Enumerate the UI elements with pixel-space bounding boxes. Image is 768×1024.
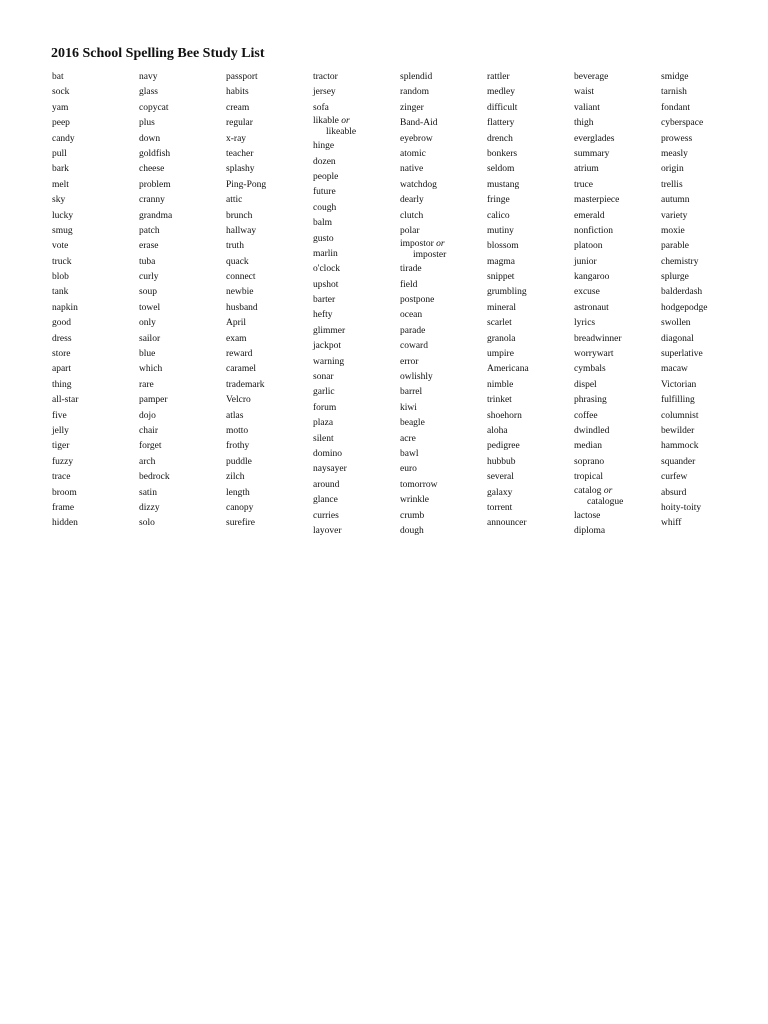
spelling-word: pull	[52, 148, 67, 159]
spelling-word: which	[139, 364, 163, 375]
spelling-word: arch	[139, 456, 156, 467]
spelling-word: crumb	[400, 510, 425, 521]
spelling-word: bewilder	[661, 425, 695, 436]
spelling-word: truth	[226, 241, 244, 252]
spelling-word: exam	[226, 333, 247, 344]
spelling-word: Victorian	[661, 379, 697, 390]
spelling-word: zilch	[226, 472, 245, 483]
word-column-8	[661, 70, 707, 532]
spelling-word: truck	[52, 256, 72, 267]
spelling-word: columnist	[661, 410, 699, 421]
spelling-word: garlic	[313, 387, 335, 398]
word-column-6	[487, 70, 529, 532]
spelling-word: whiff	[661, 518, 682, 529]
spelling-word: blob	[52, 272, 69, 283]
spelling-word: beverage	[574, 72, 609, 82]
spelling-word: plus	[139, 118, 155, 129]
spelling-word: dispel	[574, 379, 597, 390]
spelling-word: acre	[400, 433, 416, 444]
spelling-word: rare	[139, 379, 154, 390]
spelling-word: frothy	[226, 441, 250, 452]
spelling-word-variant-a: impostor	[400, 239, 434, 250]
spelling-word: zinger	[400, 102, 424, 113]
spelling-word: bat	[52, 72, 64, 82]
spelling-word: granola	[487, 333, 516, 344]
spelling-word: platoon	[574, 241, 603, 252]
spelling-word: domino	[313, 448, 343, 459]
spelling-word: prowess	[661, 133, 693, 144]
spelling-word: kangaroo	[574, 272, 610, 283]
spelling-word: teacher	[226, 148, 254, 159]
spelling-word: bawl	[400, 448, 419, 459]
spelling-word: owlishly	[400, 372, 433, 383]
spelling-word: splurge	[661, 272, 689, 283]
spelling-word: attic	[226, 195, 243, 206]
spelling-word: canopy	[226, 502, 254, 513]
spelling-word: naysayer	[313, 464, 347, 475]
spelling-word: masterpiece	[574, 195, 620, 206]
spelling-word: truce	[574, 179, 593, 190]
spelling-word: yam	[52, 102, 69, 113]
word-column-5	[400, 70, 446, 539]
spelling-word: tarnish	[661, 87, 687, 98]
spelling-word: blossom	[487, 241, 519, 252]
spelling-word: surefire	[226, 518, 256, 529]
spelling-word: fuzzy	[52, 456, 74, 467]
spelling-word: cream	[226, 102, 250, 113]
spelling-word: mineral	[487, 302, 517, 313]
spelling-word: dress	[52, 333, 72, 344]
spelling-word: plaza	[313, 418, 334, 429]
spelling-word: Velcro	[226, 395, 251, 406]
spelling-word: good	[52, 318, 71, 329]
spelling-word: pedigree	[487, 441, 520, 452]
spelling-word: lyrics	[574, 318, 596, 329]
spelling-word: breadwinner	[574, 333, 622, 344]
spelling-word: pamper	[139, 395, 168, 406]
spelling-word: lucky	[52, 210, 74, 221]
spelling-word: eyebrow	[400, 133, 433, 144]
spelling-word: smug	[52, 225, 73, 236]
spelling-word: navy	[139, 72, 158, 82]
spelling-word: broom	[52, 487, 77, 498]
spelling-word: cough	[313, 202, 337, 213]
spelling-word: measly	[661, 148, 688, 159]
word-column-2	[139, 70, 172, 532]
spelling-word: cymbals	[574, 364, 606, 375]
spelling-word: barter	[313, 295, 336, 306]
spelling-word: scarlet	[487, 318, 512, 329]
spelling-word: valiant	[574, 102, 600, 113]
spelling-word: hubbub	[487, 456, 516, 467]
spelling-word: diagonal	[661, 333, 694, 344]
spelling-word: macaw	[661, 364, 688, 375]
spelling-word: shoehorn	[487, 410, 522, 421]
spelling-word: April	[226, 318, 247, 329]
spelling-word: field	[400, 279, 418, 290]
spelling-word: dojo	[139, 410, 156, 421]
spelling-word: soup	[139, 287, 157, 298]
spelling-word: barrel	[400, 387, 423, 398]
spelling-word: frame	[52, 502, 75, 513]
spelling-word: chair	[139, 425, 158, 436]
spelling-word: five	[52, 410, 67, 421]
spelling-word: splendid	[400, 72, 433, 82]
spelling-word: solo	[139, 518, 155, 529]
spelling-word: hammock	[661, 441, 699, 452]
spelling-word: atomic	[400, 148, 426, 159]
spelling-word: nonfiction	[574, 225, 614, 236]
spelling-word: Ping-Pong	[226, 179, 267, 190]
spelling-word: aloha	[487, 425, 508, 436]
spelling-word: thing	[52, 379, 72, 390]
spelling-word: mutiny	[487, 225, 514, 236]
spelling-word: splashy	[226, 164, 255, 175]
spelling-word: silent	[313, 433, 334, 444]
spelling-word: dearly	[400, 195, 424, 206]
spelling-word: squander	[661, 456, 696, 467]
or-connector: or	[341, 116, 350, 127]
spelling-word: grumbling	[487, 287, 527, 298]
spelling-word: autumn	[661, 195, 690, 206]
spelling-word: bonkers	[487, 148, 518, 159]
spelling-word: tank	[52, 287, 69, 298]
spelling-word: husband	[226, 302, 258, 313]
word-column-4	[313, 70, 356, 539]
spelling-word: hefty	[313, 310, 333, 321]
word-column-7	[574, 70, 623, 539]
spelling-word: worrywart	[574, 349, 614, 360]
spelling-word: store	[52, 349, 71, 360]
spelling-word: thigh	[574, 118, 594, 129]
or-connector: or	[436, 239, 445, 250]
spelling-word: tirade	[400, 264, 422, 275]
spelling-word: trellis	[661, 179, 683, 190]
spelling-word: dough	[400, 525, 424, 536]
spelling-word: coffee	[574, 410, 598, 421]
spelling-word: sock	[52, 87, 70, 98]
spelling-word: rattler	[487, 72, 510, 82]
spelling-word: regular	[226, 118, 253, 129]
spelling-word: around	[313, 479, 340, 490]
spelling-word: trinket	[487, 395, 512, 406]
spelling-word: umpire	[487, 349, 514, 360]
spelling-word: smidge	[661, 72, 689, 82]
spelling-word: grandma	[139, 210, 173, 221]
spelling-word: wrinkle	[400, 495, 430, 506]
spelling-word: caramel	[226, 364, 257, 375]
spelling-word: only	[139, 318, 156, 329]
spelling-word: calico	[487, 210, 510, 221]
spelling-word: peep	[52, 118, 70, 129]
spelling-word: emerald	[574, 210, 605, 221]
spelling-word: forget	[139, 441, 162, 452]
spelling-word: kiwi	[400, 402, 417, 413]
spelling-word: glass	[139, 87, 158, 98]
spelling-word: watchdog	[400, 179, 437, 190]
spelling-word-variant-b: likeable	[326, 127, 357, 138]
spelling-word: difficult	[487, 102, 518, 113]
spelling-word: torrent	[487, 502, 513, 513]
spelling-word: marlin	[313, 248, 338, 259]
spelling-word: soprano	[574, 456, 605, 467]
spelling-word: cheese	[139, 164, 165, 175]
spelling-word: flattery	[487, 118, 515, 129]
spelling-word: native	[400, 164, 424, 175]
spelling-word: tuba	[139, 256, 156, 267]
spelling-word: sofa	[313, 102, 329, 113]
spelling-word: dozen	[313, 156, 336, 167]
spelling-word: hodgepodge	[661, 302, 708, 313]
spelling-word: brunch	[226, 210, 253, 221]
spelling-word: melt	[52, 179, 69, 190]
spelling-word: passport	[226, 72, 258, 82]
spelling-word: patch	[139, 225, 160, 236]
spelling-word: waist	[574, 87, 595, 98]
spelling-word: hinge	[313, 141, 335, 152]
spelling-word: towel	[139, 302, 161, 313]
spelling-word: phrasing	[574, 395, 607, 406]
spelling-word: nimble	[487, 379, 514, 390]
spelling-word: bark	[52, 164, 69, 175]
spelling-word: tropical	[574, 472, 604, 483]
spelling-word: jersey	[313, 87, 336, 98]
spelling-word: hidden	[52, 518, 78, 529]
spelling-word: clutch	[400, 210, 424, 221]
spelling-word: puddle	[226, 456, 252, 467]
spelling-word: galaxy	[487, 487, 513, 498]
or-connector: or	[603, 485, 613, 496]
spelling-word: glance	[313, 495, 338, 506]
spelling-word-variant-a: likable	[313, 116, 339, 127]
spelling-word: polar	[400, 225, 420, 236]
spelling-word: dwindled	[574, 425, 610, 436]
spelling-word: quack	[226, 256, 249, 267]
spelling-word: postpone	[400, 295, 435, 306]
spelling-word: fringe	[487, 195, 510, 206]
spelling-word: x-ray	[226, 133, 247, 144]
spelling-word: problem	[139, 179, 171, 190]
spelling-word: length	[226, 487, 250, 498]
spelling-word: ocean	[400, 310, 423, 321]
spelling-word: copycat	[139, 102, 169, 113]
page-title: 2016 School Spelling Bee Study List	[51, 46, 265, 61]
spelling-word: erase	[139, 241, 159, 252]
spelling-word: superlative	[661, 349, 703, 360]
spelling-word: lactose	[574, 510, 601, 521]
spelling-word: candy	[52, 133, 75, 144]
spelling-word: vote	[52, 241, 69, 252]
spelling-word: absurd	[661, 487, 687, 498]
spelling-word: variety	[661, 210, 688, 221]
spelling-word: trademark	[226, 379, 265, 390]
spelling-word: beagle	[400, 418, 425, 429]
spelling-word: moxie	[661, 225, 685, 236]
spelling-word: fulfilling	[661, 395, 695, 406]
spelling-word: Americana	[487, 364, 529, 375]
spelling-word: cyberspace	[661, 118, 704, 129]
spelling-word: tiger	[52, 441, 70, 452]
spelling-word: newbie	[226, 287, 254, 298]
spelling-word: excuse	[574, 287, 600, 298]
spelling-word: astronaut	[574, 302, 609, 313]
spelling-word: atrium	[574, 164, 599, 175]
spelling-word: balderdash	[661, 287, 703, 298]
spelling-word: down	[139, 133, 161, 144]
spelling-word: blue	[139, 349, 156, 360]
spelling-word: coward	[400, 341, 428, 352]
spelling-word: fondant	[661, 102, 691, 113]
spelling-word: chemistry	[661, 256, 699, 267]
spelling-word	[400, 239, 446, 262]
spelling-word	[574, 486, 623, 509]
spelling-word: warning	[313, 356, 345, 367]
spelling-word: medley	[487, 87, 515, 98]
spelling-word: announcer	[487, 518, 527, 529]
spelling-word: o'clock	[313, 264, 341, 275]
spelling-word: motto	[226, 425, 249, 436]
word-column-3	[226, 70, 266, 532]
spelling-word: jackpot	[313, 341, 341, 352]
word-column-1	[52, 70, 78, 532]
spelling-word-variant-a: catalog	[574, 485, 602, 496]
spelling-word-variant-b: imposter	[413, 250, 447, 261]
spelling-word: curfew	[661, 472, 688, 483]
spelling-word: snippet	[487, 272, 515, 283]
spelling-word: euro	[400, 464, 417, 475]
spelling-word: forum	[313, 402, 337, 413]
spelling-word: junior	[574, 256, 597, 267]
spelling-word: everglades	[574, 133, 615, 144]
spelling-word: people	[313, 171, 339, 182]
spelling-word: magma	[487, 256, 515, 267]
spelling-word: diploma	[574, 525, 606, 536]
spelling-word: sonar	[313, 372, 334, 383]
spelling-word: origin	[661, 164, 684, 175]
spelling-word: atlas	[226, 410, 244, 421]
spelling-word: drench	[487, 133, 513, 144]
spelling-word: sky	[52, 195, 66, 206]
spelling-word: gusto	[313, 233, 334, 244]
spelling-word: balm	[313, 218, 332, 229]
spelling-word: parable	[661, 241, 689, 252]
spelling-word: glimmer	[313, 325, 346, 336]
spelling-word: tomorrow	[400, 479, 438, 490]
spelling-word: layover	[313, 525, 342, 536]
spelling-word: all-star	[52, 395, 79, 406]
spelling-word	[313, 116, 356, 139]
spelling-word: reward	[226, 349, 253, 360]
spelling-word: curries	[313, 510, 339, 521]
spelling-word: mustang	[487, 179, 520, 190]
spelling-word: summary	[574, 148, 610, 159]
spelling-word: cranny	[139, 195, 165, 206]
spelling-word: upshot	[313, 279, 339, 290]
spelling-word: satin	[139, 487, 157, 498]
spelling-word: median	[574, 441, 602, 452]
spelling-word: dizzy	[139, 502, 160, 513]
spelling-word-variant-b: catalogue	[587, 496, 624, 507]
spelling-word: curly	[139, 272, 159, 283]
spelling-word: bedrock	[139, 472, 170, 483]
spelling-word: future	[313, 187, 336, 198]
spelling-word: hoity-toity	[661, 502, 702, 513]
spelling-word: sailor	[139, 333, 161, 344]
spelling-word: error	[400, 356, 419, 367]
spelling-word: parade	[400, 325, 426, 336]
spelling-word: tractor	[313, 72, 338, 82]
spelling-word: several	[487, 472, 514, 483]
spelling-word: Band-Aid	[400, 118, 438, 129]
spelling-word: jelly	[52, 425, 69, 436]
spelling-word: apart	[52, 364, 71, 375]
spelling-word: connect	[226, 272, 256, 283]
spelling-word: habits	[226, 87, 249, 98]
spelling-word: swollen	[661, 318, 691, 329]
spelling-word: seldom	[487, 164, 515, 175]
spelling-word: goldfish	[139, 148, 171, 159]
spelling-word: napkin	[52, 302, 78, 313]
spelling-word: hallway	[226, 225, 257, 236]
spelling-word: trace	[52, 472, 71, 483]
spelling-word: random	[400, 87, 430, 98]
